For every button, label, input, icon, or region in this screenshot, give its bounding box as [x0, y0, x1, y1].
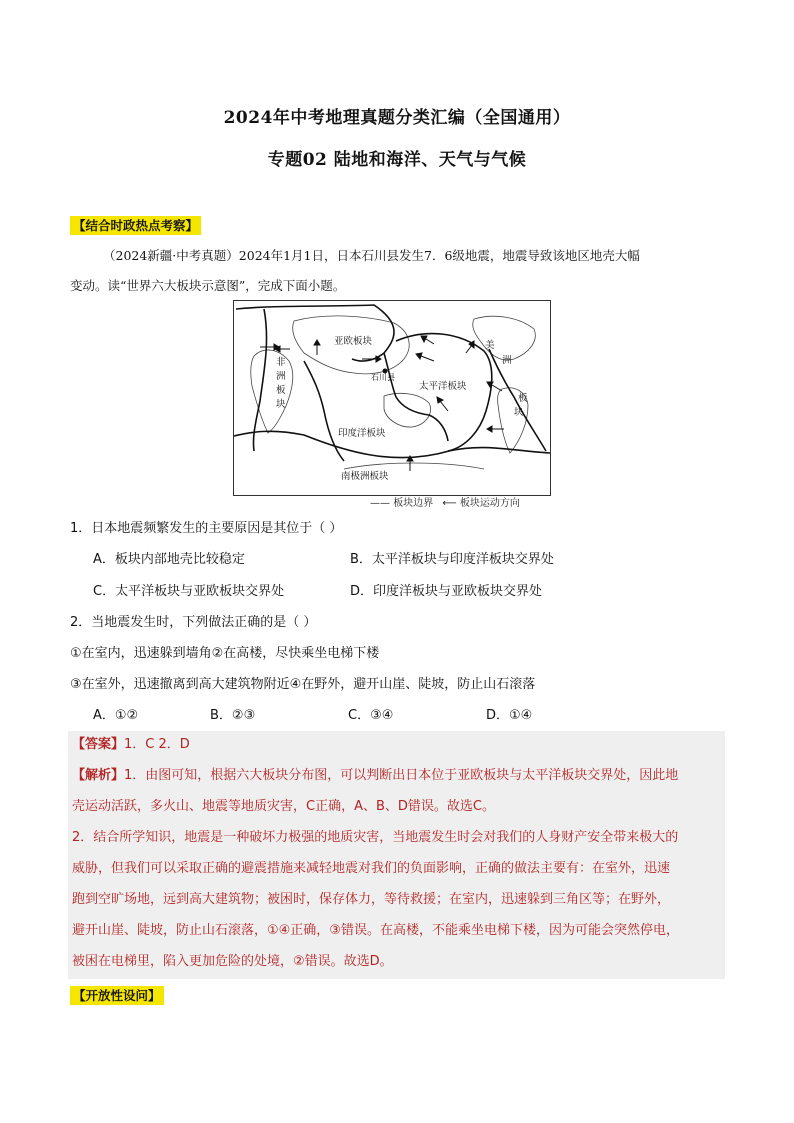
question-1-stem: 1．日本地震频繁发生的主要原因是其位于（ ）	[70, 521, 343, 536]
question-2-line2: ③在室外，迅速撤离到高大建筑物附近④在野外，避开山崖、陡坡，防止山石滚落	[70, 677, 536, 692]
question-2-option-c: C．③④	[348, 708, 394, 723]
analysis-line2: 壳运动活跃，多火山、地震等地质灾害，C正确，A、B、D错误。故选C。	[72, 799, 495, 814]
label-ishikawa: 石川县	[371, 373, 395, 382]
question-1-option-d: D．印度洋板块与亚欧板块交界处	[350, 584, 543, 599]
intro-paragraph-line2: 变动。读“世界六大板块示意图”，完成下面小题。	[70, 278, 346, 293]
legend-motion-label: 板块运动方向	[459, 498, 520, 509]
label-african-3: 板	[276, 385, 286, 396]
legend-arrow-icon: ⟵	[442, 498, 457, 509]
label-african-4: 块	[276, 399, 286, 410]
analysis-tag: 【解析】	[72, 768, 125, 783]
label-antarctic-plate: 南极洲板块	[341, 471, 389, 482]
label-eurasian-plate: 亚欧板块	[334, 336, 373, 347]
section-tag-open-question: 【开放性设问】	[70, 986, 164, 1005]
question-2-stem: 2．当地震发生时，下列做法正确的是（ ）	[70, 615, 317, 630]
question-1-option-a: A．板块内部地壳比较稳定	[93, 552, 245, 567]
map-legend	[370, 494, 520, 509]
answer-tag: 【答案】	[72, 737, 125, 752]
world-plates-map	[233, 300, 551, 496]
question-1-option-b: B．太平洋板块与印度洋板块交界处	[350, 552, 554, 567]
label-america-3: 板	[518, 393, 528, 404]
label-indian-plate: 印度洋板块	[338, 428, 386, 439]
analysis-line7: 被困在电梯里，陷入更加危险的处境，②错误。故选D。	[72, 954, 393, 969]
answer-text: 1．C 2．D	[124, 737, 190, 752]
label-pacific-plate: 太平洋板块	[419, 381, 467, 392]
answer-line	[72, 735, 190, 755]
analysis-line5: 跑到空旷场地，远到高大建筑物；被困时，保存体力，等待救援；在室内，迅速躲到三角区等；在野外，	[72, 892, 671, 907]
question-2-option-b: B．②③	[210, 708, 256, 723]
label-america-4: 块	[514, 407, 524, 418]
plates-map-figure	[234, 301, 550, 495]
page-subtitle: 专题02 陆地和海洋、天气与气候	[267, 150, 527, 170]
legend-boundary-line-icon: ——	[370, 498, 390, 509]
analysis-text-1: 1．由图可知，根据六大板块分布图，可以判断出日本位于亚欧板块与太平洋板块交界处，因此地	[124, 768, 679, 783]
label-african-2: 洲	[276, 371, 286, 382]
page-title: 2024年中考地理真题分类汇编（全国通用）	[223, 108, 571, 128]
analysis-line1	[72, 766, 678, 786]
question-1-option-c: C．太平洋板块与亚欧板块交界处	[93, 584, 285, 599]
ishikawa-marker	[383, 369, 388, 374]
section-tag-hot-topics: 【结合时政热点考察】	[70, 216, 201, 235]
legend-boundary-label: 板块边界	[393, 498, 434, 509]
question-2-option-a: A．①②	[93, 708, 139, 723]
question-2-line1: ①在室内，迅速躲到墙角②在高楼，尽快乘坐电梯下楼	[70, 646, 380, 661]
analysis-line3: 2．结合所学知识，地震是一种破坏力极强的地质灾害，当地震发生时会对我们的人身财产安全带来极大的	[72, 830, 679, 845]
analysis-line4: 威胁，但我们可以采取正确的避震措施来减轻地震对我们的负面影响，正确的做法主要有：在室外，迅速	[72, 861, 671, 876]
analysis-line6: 避开山崖、陡坡，防止山石滚落，①④正确，③错误。在高楼，不能乘坐电梯下楼，因为可能会突然停电，	[72, 923, 679, 938]
label-america-1: 美	[485, 340, 495, 351]
label-african-1: 非	[276, 357, 286, 368]
question-2-option-d: D．①④	[486, 708, 533, 723]
label-america-2: 洲	[502, 355, 512, 366]
intro-paragraph-line1: （2024新疆·中考真题）2024年1月1日，日本石川县发生7．6级地震，地震导致该地区地壳大幅	[103, 248, 640, 263]
